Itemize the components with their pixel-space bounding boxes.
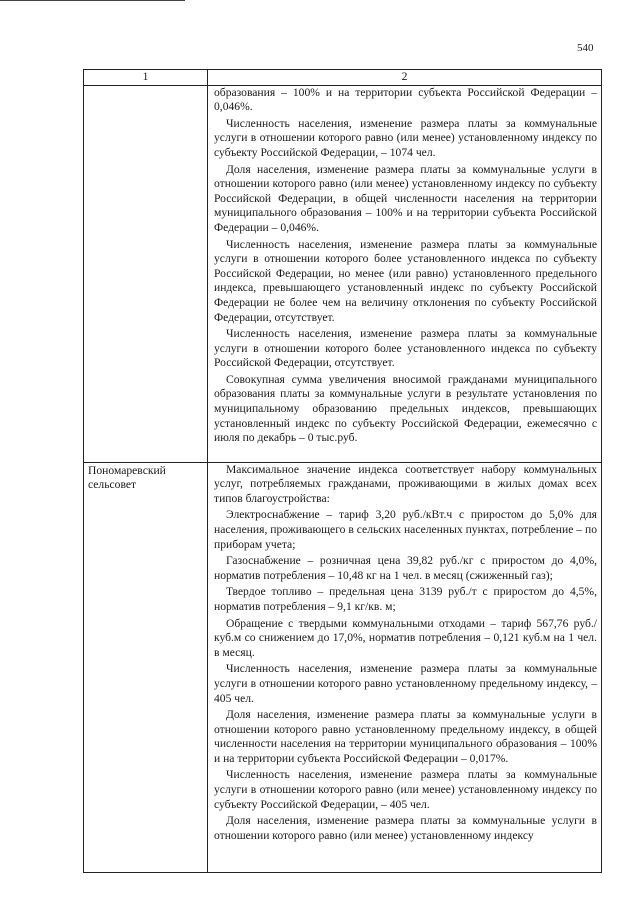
- page-number: 540: [577, 42, 594, 54]
- paragraph: Численность населения, изменение размера платы за коммунальные услуги в отношении которого более установленного индекса по субъекту Российской Федерации, но менее (или равно) установленного предельного индекса, превышающего установленный индекс по субъекту Российской Федерации не более чем на величину отклонения по субъекту Российской Федерации, отсутствует.: [214, 237, 597, 324]
- paragraph: Доля населения, изменение размера платы за коммунальные услуги в отношении которого равно (или менее) установленному индексу по субъекту Российской Федерации, в общей численности населения на территории муниципального образования – 100% и на территории субъекта Российской Федерации – 0,046%.: [214, 162, 597, 234]
- paragraph: Максимальное значение индекса соответствует набору коммунальных услуг, потребляемых гражданами, проживающими в жилых домах всех типов благоустройства:: [214, 462, 597, 505]
- document-table: [83, 69, 602, 873]
- column-header-1: 1: [84, 70, 208, 86]
- row-content: [208, 85, 602, 462]
- table-row: [84, 462, 602, 872]
- paragraph: Электроснабжение – тариф 3,20 руб./кВт.ч с приростом до 5,0% для населения, проживающего в сельских населенных пунктах, потребление – по приборам учета;: [214, 508, 597, 551]
- paragraph: Совокупная сумма увеличения вносимой гражданами муниципального образования платы за коммунальные услуги в результате установления по муниципальному образованию предельных индексов, превышающих установленный индекс по субъекту Российской Федерации, ежемесячно с июля по декабрь – 0 тыс.руб.: [214, 372, 597, 445]
- paragraph: Доля населения, изменение размера платы за коммунальные услуги в отношении которого равно установленному предельному индексу, в общей численности населения на территории муниципального образования – 100% и на территории субъекта Российской Федерации – 0,017%.: [214, 708, 597, 765]
- column-header-2: 2: [208, 70, 602, 86]
- row-label: Пономаревский сельсовет: [84, 462, 208, 872]
- paragraph: образования – 100% и на территории субъекта Российской Федерации – 0,046%.: [214, 85, 597, 114]
- paragraph: Твердое топливо – предельная цена 3139 руб./т с приростом до 4,5%, норматив потребления – 9,1 кг/кв. м;: [214, 585, 597, 613]
- row-label: [84, 85, 208, 462]
- paragraph: Численность населения, изменение размера платы за коммунальные услуги в отношении которого равно установленному предельному индексу, – 405 чел.: [214, 662, 597, 705]
- paragraph: Численность населения, изменение размера платы за коммунальные услуги в отношении которого равно (или менее) установленному индексу по субъекту Российской Федерации, – 405 чел.: [214, 768, 597, 811]
- row-content: [208, 462, 602, 872]
- table-row: [84, 85, 602, 462]
- paragraph: Обращение с твердыми коммунальными отходами – тариф 567,76 руб./куб.м со снижением до 17,0%, норматив потребления – 0,121 куб.м на 1 чел. в месяц.: [214, 616, 597, 659]
- paragraph: Численность населения, изменение размера платы за коммунальные услуги в отношении которого более установленного индекса по субъекту Российской Федерации, отсутствует.: [214, 327, 597, 370]
- top-rule: [0, 0, 185, 1]
- paragraph: Доля населения, изменение размера платы за коммунальные услуги в отношении которого равно (или менее) установленному индексу: [214, 814, 597, 842]
- paragraph: Численность населения, изменение размера платы за коммунальные услуги в отношении которого равно (или менее) установленному индексу по субъекту Российской Федерации, – 1074 чел.: [214, 116, 597, 159]
- paragraph: Газоснабжение – розничная цена 39,82 руб./кг с приростом до 4,0%, норматив потребления – 10,48 кг на 1 чел. в месяц (сжиженный газ);: [214, 554, 597, 582]
- table-header-row: [84, 70, 602, 86]
